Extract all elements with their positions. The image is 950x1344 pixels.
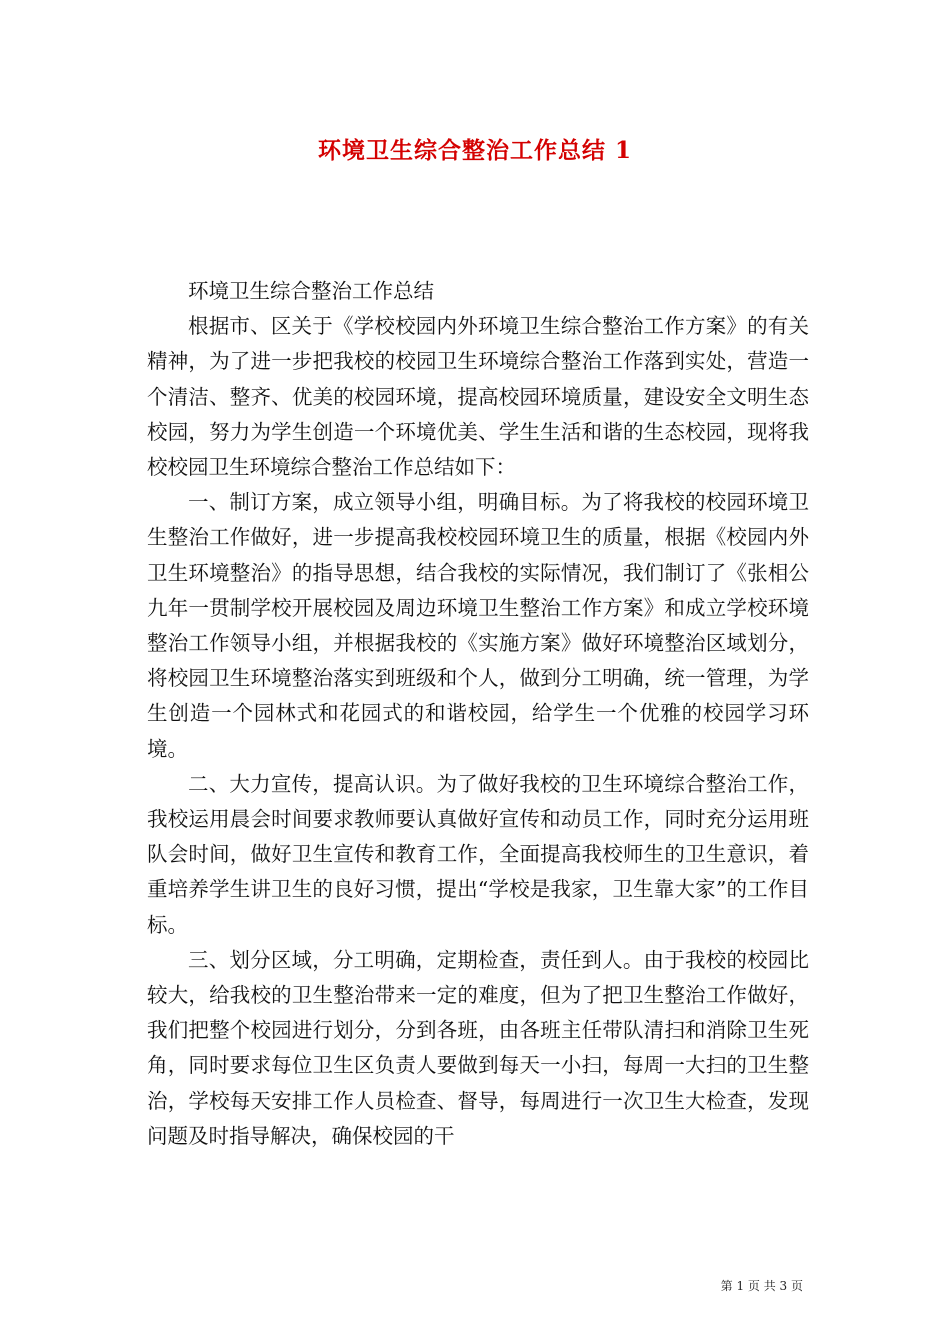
paragraph-section-2: 二、大力宣传，提高认识。为了做好我校的卫生环境综合整治工作，我校运用晨会时间要求教师要认真做好宣传和动员工作，同时充分运用班队会时间，做好卫生宣传和教育工作，全面提高我校师生的卫生意识，着重培养学生讲卫生的良好习惯，提出“学校是我家，卫生靠大家”的工作目标。 — [147, 771, 809, 937]
page-number-footer: 第 1 页 共 3 页 — [720, 1279, 803, 1293]
document-title: 环境卫生综合整治工作总结 1 — [317, 137, 632, 164]
paragraph-section-3: 三、划分区域，分工明确，定期检查，责任到人。由于我校的校园比较大，给我校的卫生整治带来一定的难度，但为了把卫生整治工作做好，我们把整个校园进行划分，分到各班，由各班主任带队清扫和消除卫生死角，同时要求每位卫生区负责人要做到每天一小扫，每周一大扫的卫生整治，学校每天安排工作人员检查、督导，每周进行一次卫生大检查，发现问题及时指导解决，确保校园的干 — [147, 947, 809, 1148]
paragraph-subtitle: 环境卫生综合整治工作总结 — [188, 279, 434, 303]
paragraph-section-1: 一、制订方案，成立领导小组，明确目标。为了将我校的校园环境卫生整治工作做好，进一步提高我校校园环境卫生的质量，根据《校园内外卫生环境整治》的指导思想，结合我校的实际情况，我们制订了《张相公九年一贯制学校开展校园及周边环境卫生整治工作方案》和成立学校环境整治工作领导小组，并根据我校的《实施方案》做好环境整治区域划分，将校园卫生环境整治落实到班级和个人，做到分工明确，统一管理，为学生创造一个园林式和花园式的和谐校园，给学生一个优雅的校园学习环境。 — [147, 490, 809, 761]
paragraph-intro: 根据市、区关于《学校校园内外环境卫生综合整治工作方案》的有关精神，为了进一步把我校的校园卫生环境综合整治工作落到实处，营造一个清洁、整齐、优美的校园环境，提高校园环境质量，建设安全文明生态校园，努力为学生创造一个环境优美、学生生活和谐的生态校园，现将我校校园卫生环境综合整治工作总结如下： — [147, 314, 809, 480]
document-body — [147, 274, 809, 1154]
